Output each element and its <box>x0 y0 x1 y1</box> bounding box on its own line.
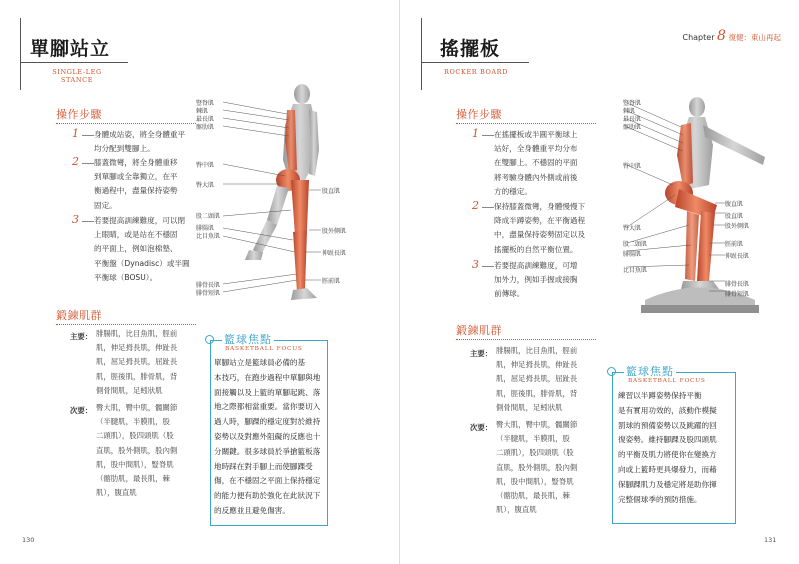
focus-lines-line: 完整個球季的預防措施。 <box>618 494 702 504</box>
focus-lines-line: 的能力便有助於強化在此狀況下 <box>214 491 321 501</box>
basketball-focus-title: 籃球焦點 <box>626 365 674 378</box>
focus-lines-line: 地之際都相當重要。當你要切入 <box>214 402 321 412</box>
primary-muscles-text <box>496 344 596 415</box>
focus-lines-line: 的反應並且避免傷害。 <box>214 505 290 515</box>
step-text-line: 均分配到雙腳上。 <box>94 144 155 154</box>
exercise-title-english-line2: STANCE <box>60 76 94 84</box>
secondary-lines-line: 肌），腹直肌 <box>496 505 537 515</box>
primary-lines-line: 肌，屈足拇長肌，屈趾長 <box>496 374 578 384</box>
figure-label: 腹直肌 <box>725 201 744 208</box>
figure-label: 比目魚肌 <box>196 233 221 240</box>
step-text-line: 在雙腳上。不穩固的平面 <box>494 158 578 168</box>
secondary-lines-line: （半腱肌，半膜肌，股 <box>496 434 570 444</box>
step-text-line: 加外力，例如手握或接胸 <box>494 275 578 285</box>
secondary-lines-line: 二頭肌），股四頭肌（股 <box>496 448 574 458</box>
exercise-title: 單腳站立 <box>30 38 111 60</box>
figure-label: 腓骨長肌 <box>196 282 221 289</box>
focus-lines-line: 單腳站立是籃球員必備的基 <box>214 358 306 367</box>
secondary-muscles-text <box>96 401 196 500</box>
figure-label: 腓骨長肌 <box>725 281 750 288</box>
basketball-focus-text <box>618 389 736 507</box>
anatomy-figure-rocker-board <box>605 95 790 345</box>
figure-label: 棘肌 <box>196 108 209 115</box>
secondary-lines-line: 肌，股中間肌），豎脊肌 <box>496 476 574 486</box>
figure-label: 髂肋肌 <box>196 124 215 131</box>
step-text-line: 中，盡量保持姿勢固定以及 <box>494 230 586 240</box>
figure-label: 股直肌 <box>725 213 744 220</box>
focus-lines-line: 練習以半蹲姿勢保持平衡 <box>618 391 702 400</box>
exercise-title: 搖擺板 <box>440 38 501 60</box>
chapter-word: Chapter <box>682 33 715 42</box>
muscles-heading: 鍛鍊肌群 <box>56 309 102 322</box>
primary-lines-line: 肌，屈足拇長肌，屈趾長 <box>96 357 178 367</box>
step-text-line: 平衡盤（Dynadisc）或半圓 <box>94 258 190 268</box>
step-text-line: 上眼睛，或是站在不穩固 <box>94 230 178 240</box>
basketball-focus-text <box>214 356 332 519</box>
secondary-lines-line: 直肌，股外側肌，股內側 <box>496 462 578 472</box>
focus-lines-line: 過人時，腳踝的穩定度對於維持 <box>214 417 321 427</box>
focus-lines-line: 地時踩在對手腳上而使腳踝受 <box>214 461 313 471</box>
step-text <box>94 156 206 213</box>
exercise-title-english <box>42 68 112 84</box>
step-text <box>94 128 206 156</box>
page-number: 131 <box>764 536 777 544</box>
page-right <box>400 0 799 564</box>
focus-ring-icon <box>205 335 214 344</box>
focus-lines-line: 保腳踝肌力及穩定將是助你揮 <box>618 479 717 489</box>
step-text-line: 在搖擺板或半圓平衡球上 <box>494 130 578 139</box>
figure-label: 臀中肌 <box>196 162 215 169</box>
figure-label: 髂肋肌 <box>623 124 642 131</box>
secondary-lines-line: （髂肋肌，最長肌，棘 <box>496 491 570 501</box>
step-text-line: 膝蓋微彎，將全身體重移 <box>94 158 178 167</box>
page-left <box>0 0 399 564</box>
step-number: 3 <box>472 258 479 271</box>
secondary-lines-line: 肌，股中間肌），豎脊肌 <box>96 459 174 469</box>
figure-label: 腓骨短肌 <box>196 290 221 297</box>
muscles-heading: 鍛鍊肌群 <box>456 324 502 337</box>
steps-heading: 操作步驟 <box>56 108 102 121</box>
secondary-lines-line: （髂肋肌，最長肌，棘 <box>96 474 170 484</box>
chapter-title: 復健：東山再起 <box>728 33 781 42</box>
focus-lines-line: 復姿勢。維持腳踝及股四頭肌 <box>618 435 717 445</box>
chapter-number: 8 <box>717 28 726 44</box>
title-divider-right <box>421 18 422 90</box>
figure-label: 脛前肌 <box>725 241 744 248</box>
step-text-line: 站好，全身體重平均分布 <box>494 144 578 154</box>
figure-label: 伸趾長肌 <box>322 250 347 257</box>
step-text-line: 若要提高訓練難度，可以閉 <box>94 216 186 225</box>
basketball-focus-subtitle: BASKETBALL FOCUS <box>628 378 706 384</box>
primary-muscles-text <box>96 327 196 398</box>
exercise-title-english: ROCKER BOARD <box>444 68 508 76</box>
secondary-lines-line: 肌），腹直肌 <box>96 488 137 498</box>
focus-lines-line: 傷，在不穩固之平面上保持穩定 <box>214 476 321 486</box>
focus-lines-line: 姿勢以及對應外阻礙的反應也十 <box>214 431 321 441</box>
basketball-focus-subtitle: BASKETBALL FOCUS <box>225 346 303 352</box>
focus-lines-line: 面接觸以及上籃的單腳起跳、落 <box>214 387 321 397</box>
basketball-focus-title: 籃球焦點 <box>224 333 272 346</box>
step-text <box>494 128 606 199</box>
step-number: 1 <box>72 127 79 140</box>
figure-label: 伸趾長肌 <box>725 253 750 260</box>
primary-lines-line: 腓腸肌，比目魚肌，脛前 <box>496 346 578 355</box>
primary-lines-line: 腓腸肌，比目魚肌，脛前 <box>96 329 178 338</box>
step-dash <box>482 207 494 208</box>
step-text <box>94 214 206 285</box>
focus-lines-line: 罰球的預備姿勢以及跳躍的回 <box>618 420 717 430</box>
step-number: 2 <box>472 199 479 212</box>
figure-label: 最長肌 <box>623 116 642 123</box>
figure-label: 豎脊肌 <box>196 100 215 107</box>
page-number: 130 <box>22 536 35 544</box>
step-text-line: 前傳球。 <box>494 289 525 299</box>
primary-lines-line: 側骨間肌，足蚓狀肌 <box>496 402 563 412</box>
step-text-line: 固定。 <box>94 200 117 210</box>
figure-label: 棘肌 <box>623 108 636 115</box>
secondary-lines-line: 二頭肌），股四頭肌（股 <box>96 431 174 441</box>
figure-label: 腓腸肌 <box>623 251 642 258</box>
figure-label: 股二頭肌 <box>196 213 221 220</box>
figure-label: 股外側肌 <box>322 228 347 235</box>
step-text-line: 降成半蹲姿勢，在平衡過程 <box>494 216 586 226</box>
step-text-line: 保持膝蓋微彎，身體慢慢下 <box>494 202 586 211</box>
focus-lines-line: 的平衡及肌力將使你在變換方 <box>618 450 717 460</box>
focus-lines-line: 分關鍵。很多球員於爭搶籃板落 <box>214 446 321 456</box>
primary-muscles-label: 主要： <box>70 332 93 341</box>
primary-lines-line: 肌，伸足拇長肌，伸趾長 <box>96 343 178 353</box>
secondary-muscles-label: 次要： <box>70 406 93 415</box>
step-text-line: 到單腳或全靠獨立，在平 <box>94 172 178 182</box>
step-text <box>494 259 606 302</box>
figure-label: 腓腸肌 <box>196 225 215 232</box>
primary-lines-line: 肌，脛後肌，腓骨肌，背 <box>96 371 178 381</box>
figure-label: 臀中肌 <box>623 163 642 170</box>
step-text-line: 的平面上，例如泡棉墊、 <box>94 244 178 254</box>
step-dash <box>482 135 494 136</box>
step-text-line: 衡過程中，盡量保持姿勢 <box>94 186 178 196</box>
step-text-line: 平衡球（BOSU）。 <box>94 272 158 282</box>
secondary-muscles-text <box>496 418 596 517</box>
primary-lines-line: 側骨間肌，足蚓狀肌 <box>96 385 163 395</box>
steps-heading: 操作步驟 <box>456 108 502 121</box>
step-dash <box>82 221 94 222</box>
title-underline-right <box>421 62 529 63</box>
secondary-muscles-label: 次要： <box>470 423 493 432</box>
step-text-line: 若要提高訓練難度，可增 <box>494 261 578 270</box>
secondary-lines-line: 直肌，股外側肌，股內側 <box>96 445 178 455</box>
figure-label: 臀大肌 <box>623 225 642 232</box>
chapter-header <box>683 28 782 44</box>
step-text-line: 將考驗身體內外側或前後 <box>494 172 578 182</box>
figure-label: 股二頭肌 <box>623 241 648 248</box>
title-underline-left <box>20 62 128 63</box>
primary-muscles-label: 主要： <box>470 349 493 358</box>
step-number: 1 <box>472 127 479 140</box>
figure-label: 豎脊肌 <box>623 100 642 107</box>
step-dash <box>82 163 94 164</box>
anatomy-figure-single-leg <box>205 80 365 315</box>
figure-label: 比目魚肌 <box>623 267 648 274</box>
focus-lines-line: 是有實用功效的，該動作模擬 <box>618 405 717 415</box>
primary-lines-line: 肌，脛後肌，腓骨肌，背 <box>496 388 578 398</box>
focus-lines-line: 向或上籃時更具爆發力，而藉 <box>618 464 717 474</box>
step-text-line: 身體成站姿，將全身體重平 <box>94 130 186 139</box>
step-number: 3 <box>72 213 79 226</box>
figure-label: 最長肌 <box>196 116 215 123</box>
title-divider-left <box>20 18 21 90</box>
step-text-line: 方的穩定。 <box>494 186 532 196</box>
step-number: 2 <box>72 155 79 168</box>
secondary-lines-line: 臀大肌，臀中肌，髖關節 <box>96 403 178 412</box>
figure-label: 臀大肌 <box>196 182 215 189</box>
figure-label: 股外側肌 <box>725 223 750 230</box>
step-dash <box>482 266 494 267</box>
figure-label: 腓骨短肌 <box>725 291 750 298</box>
step-text-line: 搖擺板的自然平衡位置。 <box>494 244 578 254</box>
step-text <box>494 200 606 257</box>
primary-lines-line: 肌，伸足拇長肌，伸趾長 <box>496 360 578 370</box>
secondary-lines-line: 臀大肌，臀中肌，髖關節 <box>496 420 578 429</box>
step-dash <box>82 135 94 136</box>
focus-ring-icon <box>607 367 616 376</box>
figure-label: 脛前肌 <box>322 278 341 285</box>
figure-label: 股直肌 <box>322 188 341 195</box>
secondary-lines-line: （半腱肌，半膜肌，股 <box>96 417 170 427</box>
focus-lines-line: 本技巧，在跑步過程中單腳與地 <box>214 372 321 382</box>
exercise-title-english-line1: SINGLE-LEG <box>52 68 102 76</box>
